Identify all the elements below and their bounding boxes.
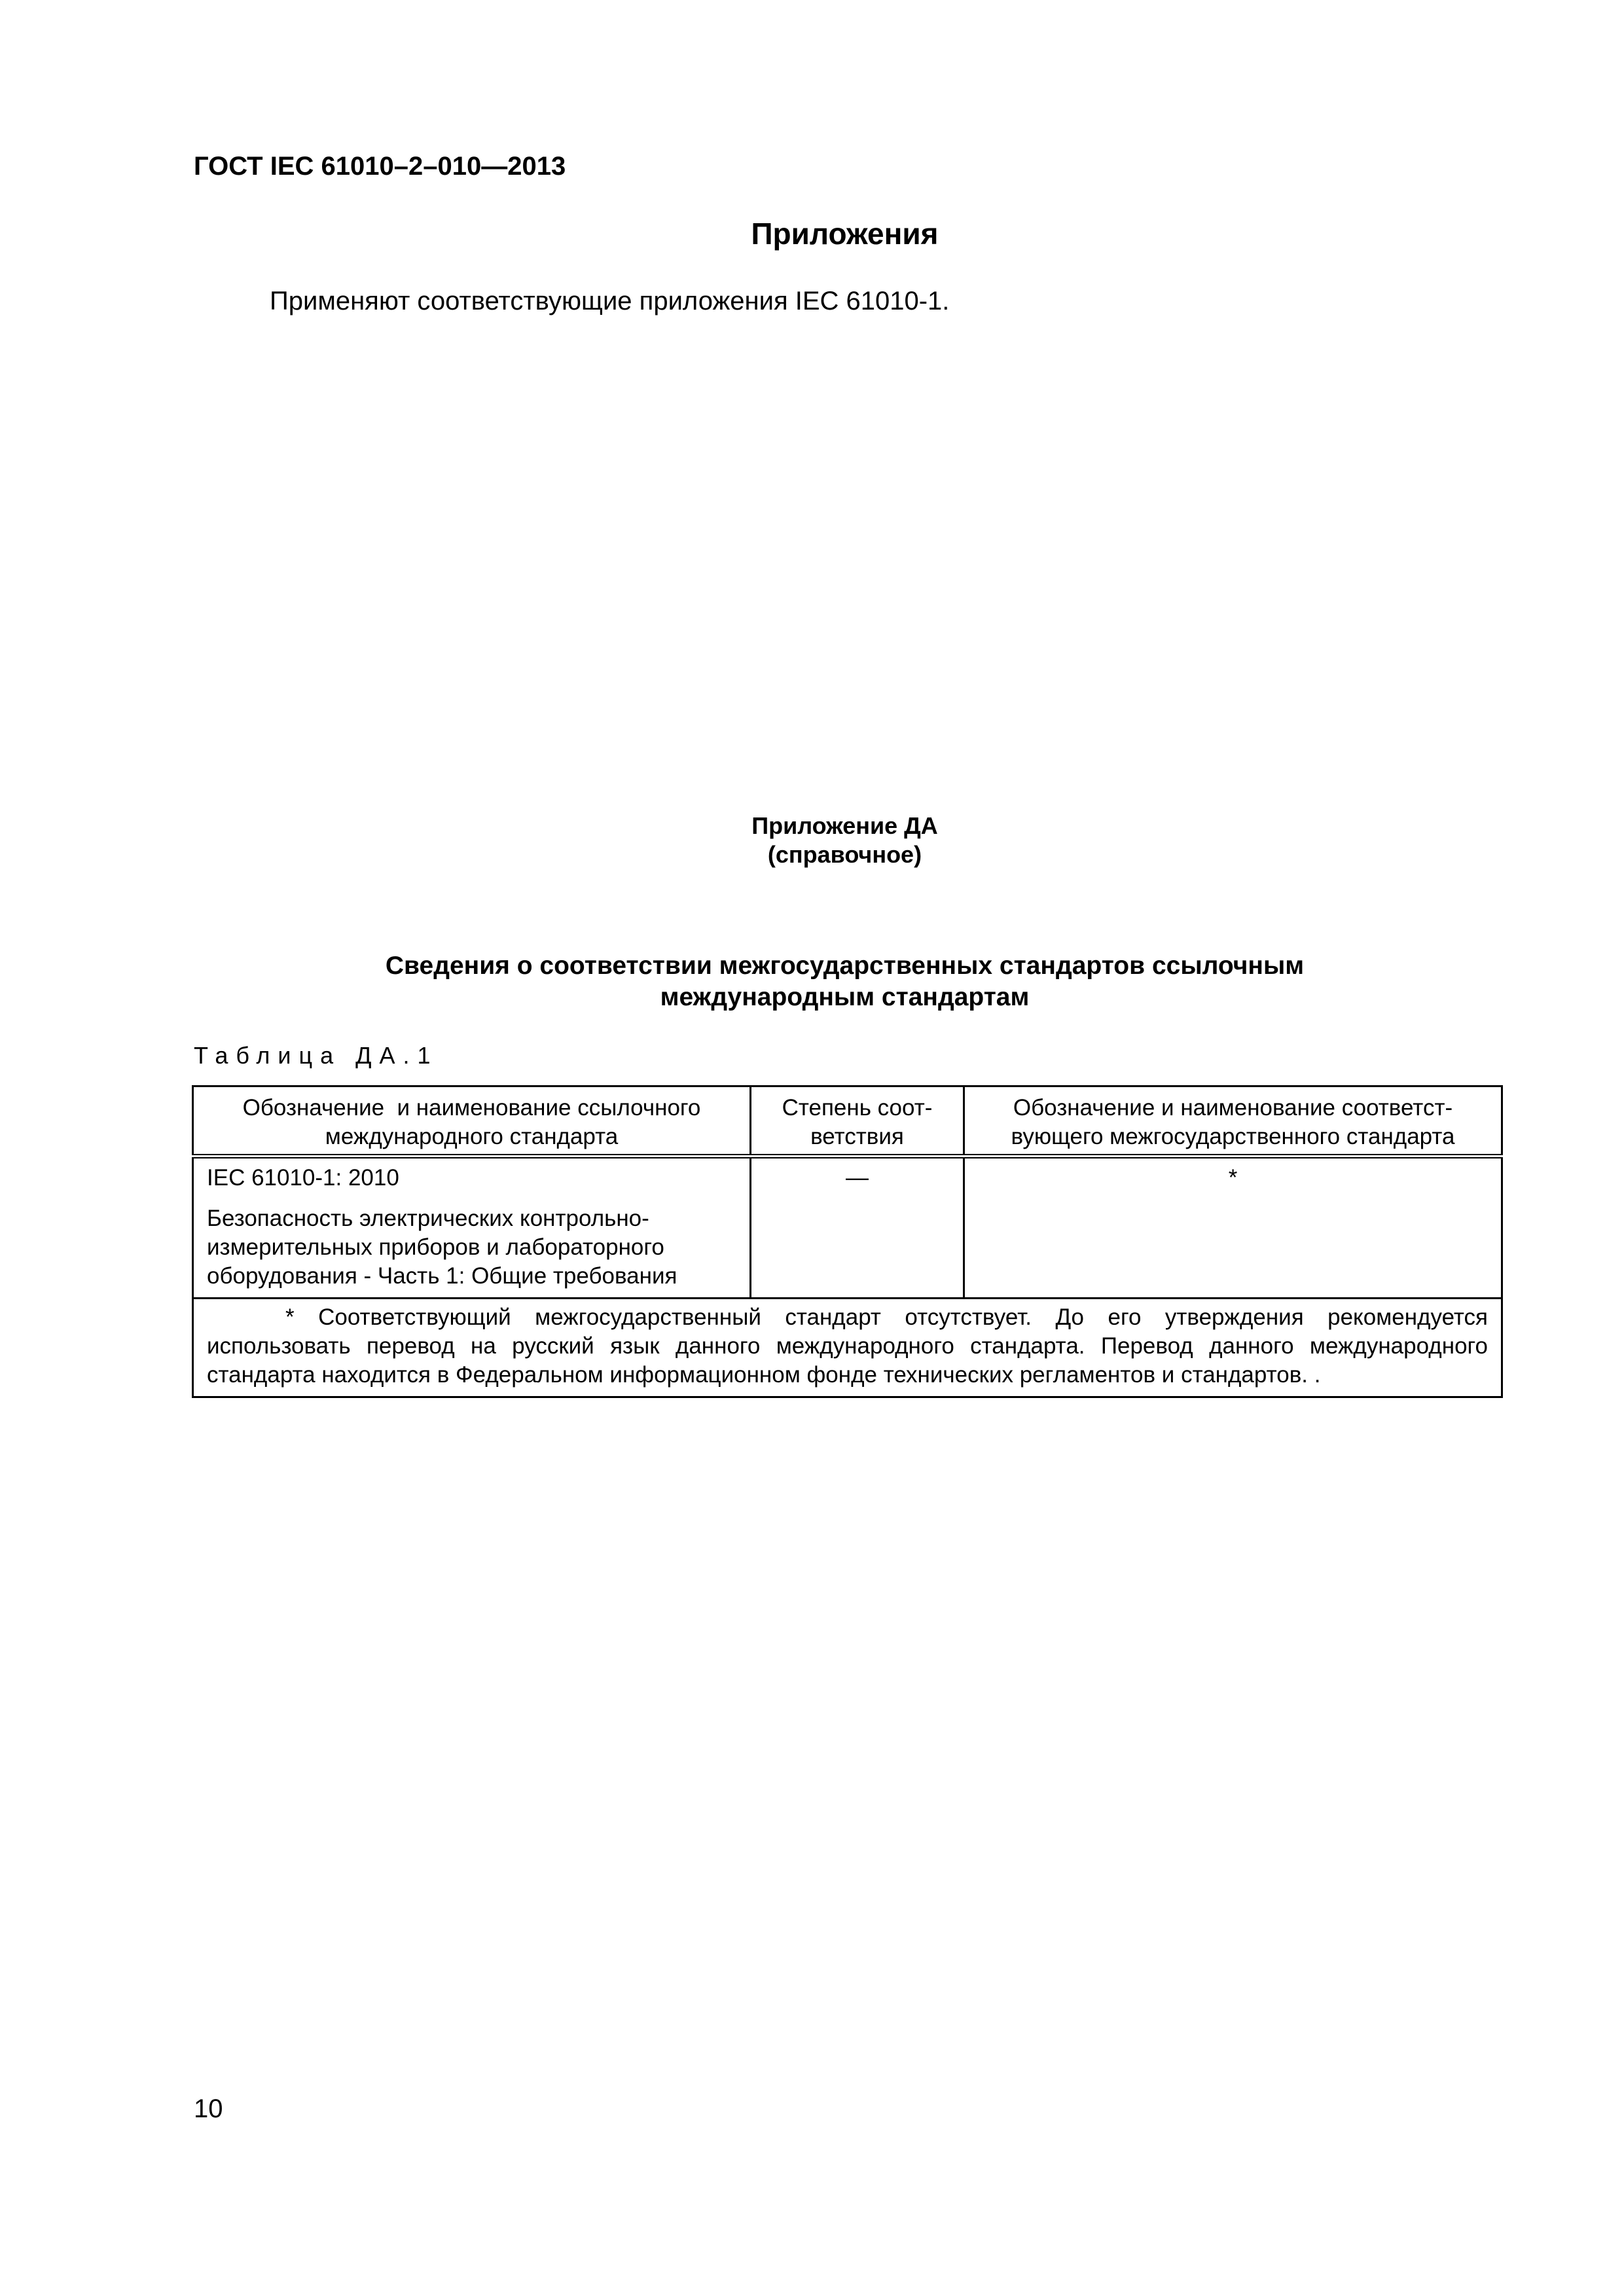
standard-code: ГОСТ IEC 61010–2–010—2013 bbox=[194, 152, 566, 181]
table-footnote: * Соответствующий межгосударственный стандарт отсутствует. До его утверждения рекомендуется использовать перевод на русский язык данного международного стандарта. Перевод данного международного стандарта находится в Федеральном информационном фонде технических регламентов и стандартов. . bbox=[193, 1299, 1502, 1397]
standard-name-line-3: оборудования - Часть 1: Общие требования bbox=[207, 1263, 677, 1289]
appendices-intro-text: Применяют соответствующие приложения IEC 61010-1. bbox=[270, 287, 950, 315]
annex-title-line-1: Сведения о соответствии межгосударственных стандартов ссылочным bbox=[385, 952, 1305, 980]
reference-standard-name bbox=[207, 1204, 736, 1291]
header-col2-line-2: ветствия bbox=[810, 1124, 904, 1149]
footnote-row bbox=[193, 1299, 1502, 1397]
header-degree-of-correspondence bbox=[751, 1086, 964, 1157]
header-reference-standard bbox=[193, 1086, 751, 1157]
annex-heading bbox=[0, 812, 1624, 869]
correspondence-table bbox=[192, 1085, 1503, 1398]
reference-standard-cell bbox=[193, 1157, 751, 1299]
annex-title bbox=[0, 950, 1624, 1013]
annex-label: Приложение ДА bbox=[751, 812, 938, 839]
page-number: 10 bbox=[194, 2094, 223, 2123]
reference-standard-code: IEC 61010-1: 2010 bbox=[207, 1165, 399, 1191]
annex-status: (справочное) bbox=[767, 841, 922, 868]
standard-name-line-2: измерительных приборов и лабораторного bbox=[207, 1234, 664, 1260]
table-row bbox=[193, 1157, 1502, 1299]
interstate-standard-cell: * bbox=[964, 1157, 1502, 1299]
appendices-title: Приложения bbox=[751, 217, 939, 251]
header-interstate-standard bbox=[964, 1086, 1502, 1157]
header-col1-line-2: международного стандарта bbox=[325, 1124, 619, 1149]
table-header-row bbox=[193, 1086, 1502, 1157]
header-col3-line-1: Обозначение и наименование соответст- bbox=[1013, 1095, 1453, 1121]
standard-name-line-1: Безопасность электрических контрольно- bbox=[207, 1206, 649, 1231]
header-col2-line-1: Степень соот- bbox=[782, 1095, 933, 1121]
degree-cell: — bbox=[751, 1157, 964, 1299]
header-col3-line-2: вующего межгосударственного стандарта bbox=[1011, 1124, 1455, 1149]
annex-title-line-2: международным стандартам bbox=[660, 983, 1030, 1011]
header-col1-line-1: Обозначение и наименование ссылочного bbox=[242, 1095, 701, 1121]
table-caption: Таблица ДА.1 bbox=[194, 1042, 439, 1069]
